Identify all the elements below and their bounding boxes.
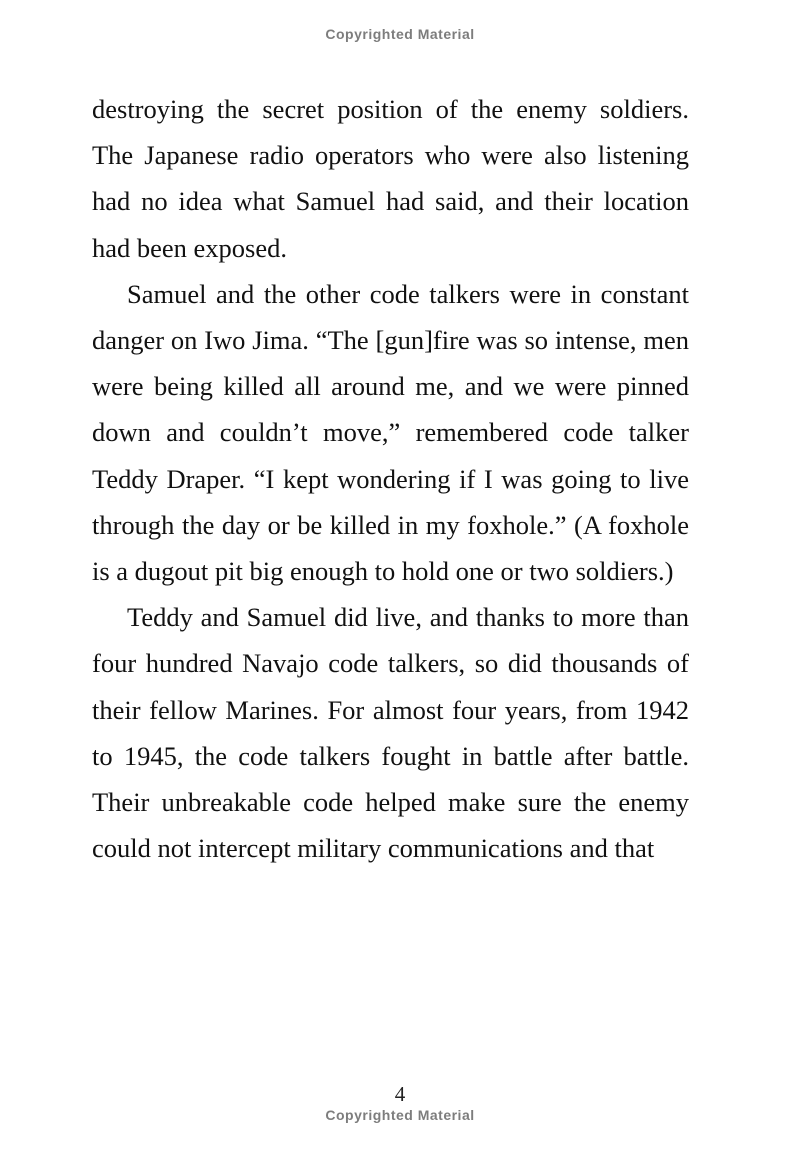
- paragraph: Teddy and Samuel did live, and thanks to more than four hundred Navajo code talkers, so did thousands of their fellow Marines. For almost four years, from 1942 to 1945, the code talkers fought in battle after battle. Their unbreakable code helped make sure the enemy could not intercept military communications and that: [92, 602, 689, 864]
- page-number: 4: [394, 1082, 406, 1106]
- copyright-notice-bottom: Copyrighted Material: [325, 1107, 475, 1123]
- paragraph: Samuel and the other code talkers were in constant danger on Iwo Jima. “The [gun]fire was so intense, men were being killed all around me, and we were pinned down and couldn’t move,” remembered code talker Teddy Draper. “I kept wondering if I was going to live through the day or be killed in my foxhole.” (A foxhole is a dugout pit big enough to hold one or two soldiers.): [92, 278, 689, 587]
- page-body-text: [92, 86, 689, 871]
- page-footer: [0, 1084, 800, 1149]
- copyright-notice-top: Copyrighted Material: [325, 26, 475, 42]
- paragraph: destroying the secret position of the enemy soldiers. The Japanese radio operators who were also listening had no idea what Samuel had said, and their location had been exposed.: [92, 94, 689, 263]
